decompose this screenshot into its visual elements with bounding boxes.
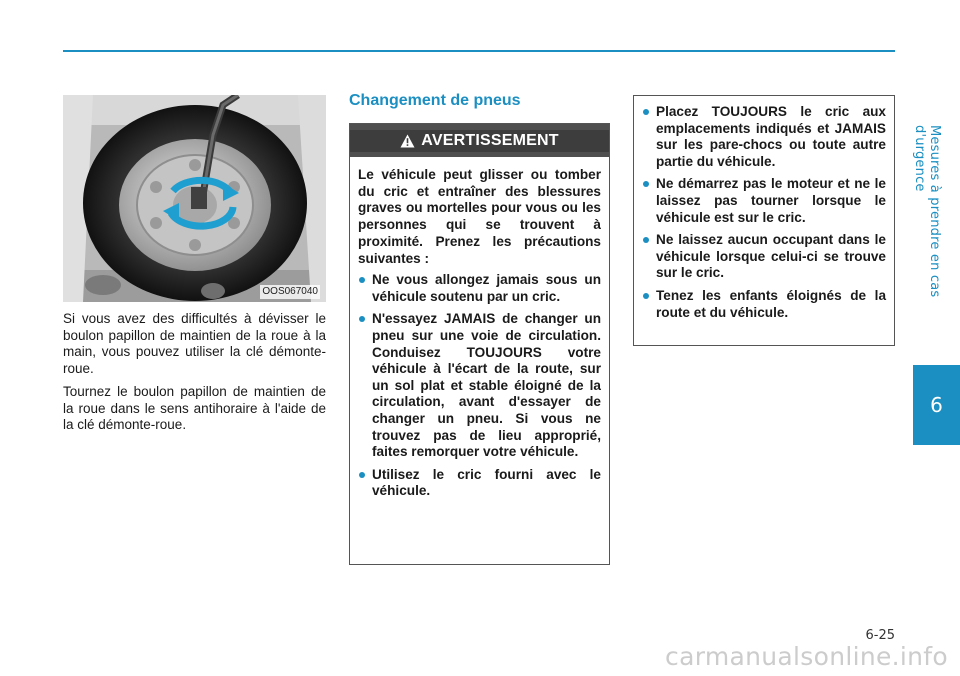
spare-tire-drawing — [63, 95, 326, 302]
chapter-number-tab: 6 — [913, 365, 960, 445]
bullet-dot-icon — [643, 293, 649, 299]
bullet-dot-icon — [359, 472, 365, 478]
warning-header — [350, 124, 609, 157]
list-item: Ne démarrez pas le moteur et ne le laissez pas tourner lorsque le véhicule est sur le cric. — [642, 176, 886, 226]
figure-code: OOS067040 — [262, 286, 318, 297]
warning-bullets — [358, 272, 601, 500]
list-item: Ne laissez aucun occupant dans le véhicule lorsque celui-ci se trouve sur le cric. — [642, 232, 886, 282]
list-item: Utilisez le cric fourni avec le véhicule. — [358, 467, 601, 500]
bullet-dot-icon — [359, 277, 365, 283]
chapter-title: Mesures à prendre en cas d'urgence — [912, 125, 942, 298]
warning-continued-box — [633, 95, 895, 346]
paragraph: Tournez le boulon papillon de maintien de la roue dans le sens antihoraire à l'aide de la clé démonte-roue. — [63, 384, 326, 432]
list-item: Placez TOUJOURS le cric aux emplacements indiqués et JAMAIS sur les pare-chocs ou toute autre partie du véhicule. — [642, 104, 886, 170]
section-title: Changement de pneus — [349, 92, 521, 109]
left-column-text — [63, 311, 326, 441]
bullet-dot-icon — [643, 109, 649, 115]
bullet-dot-icon — [643, 181, 649, 187]
warning-box — [349, 123, 610, 565]
bullet-dot-icon — [359, 316, 365, 322]
bullet-dot-icon — [643, 237, 649, 243]
warning-intro: Le véhicule peut glisser ou tomber du cric et entraîner des blessures graves ou mortelles pour vous ou les personnes qui se trouvent à proximité. Prenez les précautions suivantes : — [358, 167, 601, 266]
header-rule — [63, 50, 895, 52]
continued-bullets — [642, 104, 886, 327]
spare-tire-illustration — [63, 95, 326, 302]
page-number: 6-25 — [865, 628, 895, 643]
warning-label: AVERTISSEMENT — [421, 132, 559, 149]
list-item: N'essayez JAMAIS de changer un pneu sur une voie de circulation. Conduisez TOUJOURS votre véhicule à l'écart de la route, sur un sol plat et stable éloigné de la circulation, avant d'essayer de changer un pneu. Si vous ne trouvez pas de lieu approprié, faites remorquer votre véhicule. — [358, 311, 601, 460]
list-item: Ne vous allongez jamais sous un véhicule soutenu par un cric. — [358, 272, 601, 305]
paragraph: Si vous avez des difficultés à dévisser le boulon papillon de maintien de la roue à la main, vous pouvez utiliser la clé démonte-roue. — [63, 311, 326, 376]
list-item: Tenez les enfants éloignés de la route et du véhicule. — [642, 288, 886, 321]
watermark: carmanualsonline.info — [665, 642, 948, 671]
warning-triangle-icon — [400, 134, 415, 148]
